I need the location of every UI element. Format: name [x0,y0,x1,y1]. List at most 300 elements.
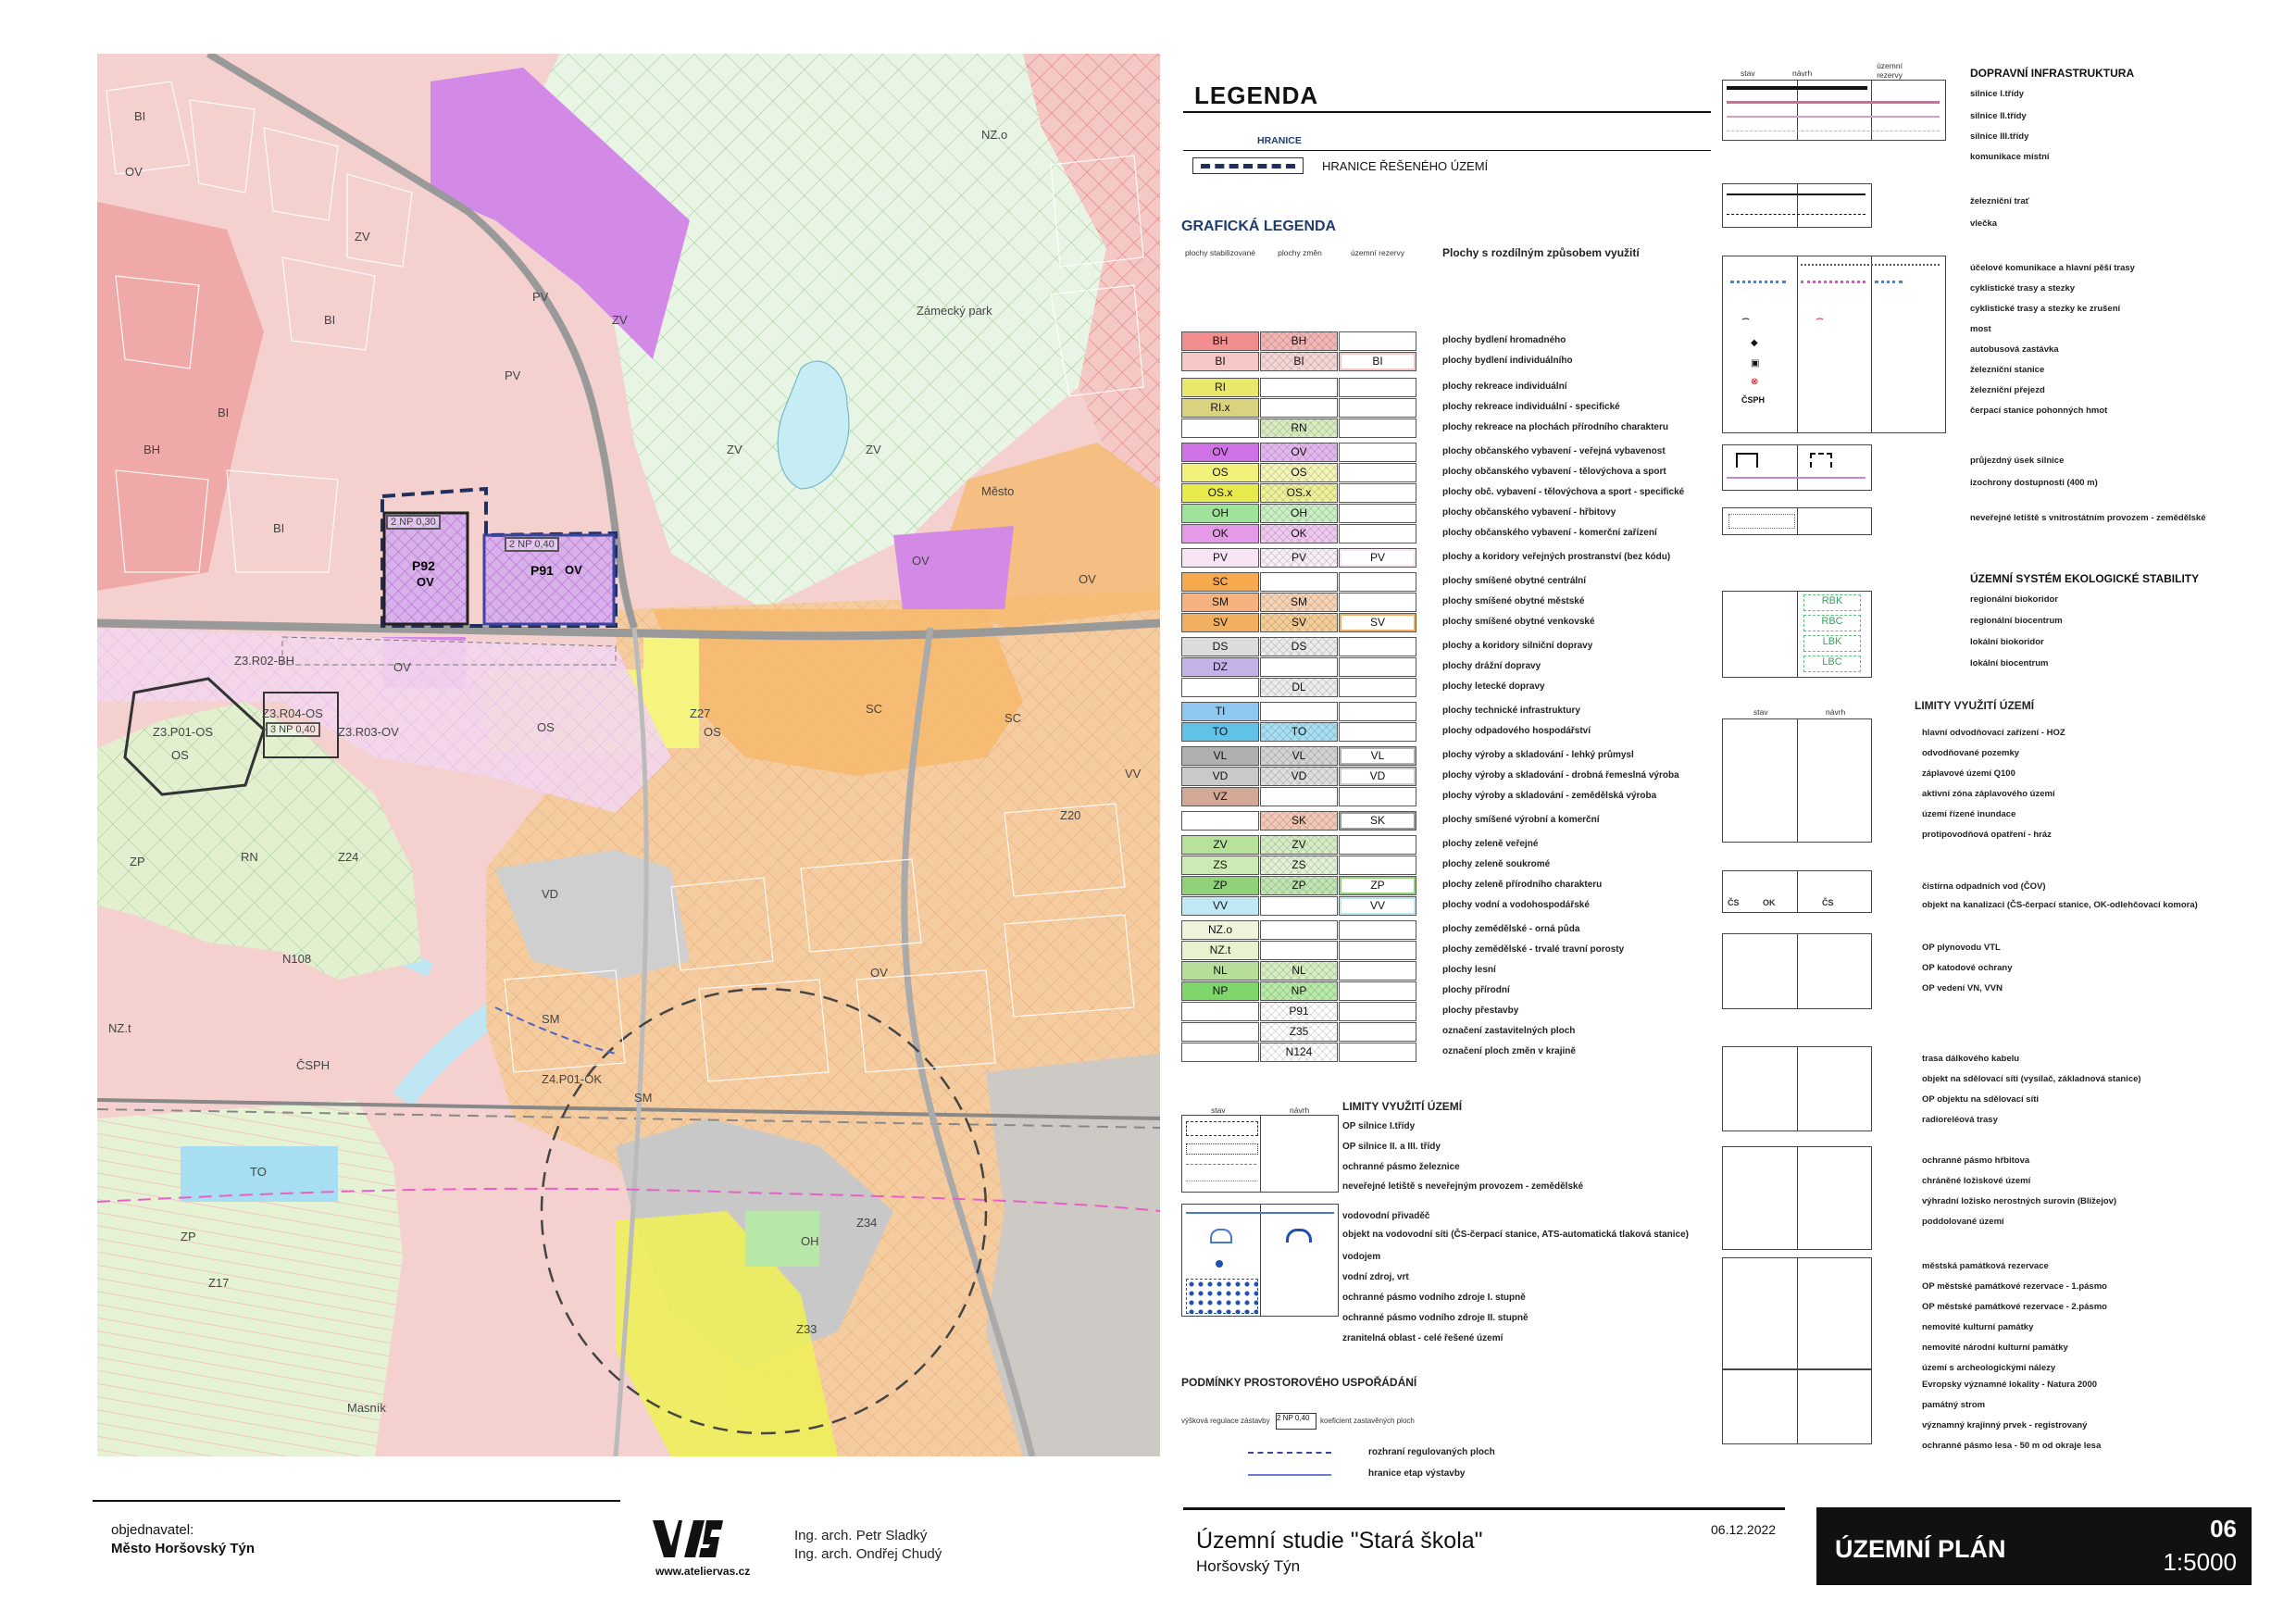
limity-right-grid [1722,1257,1872,1370]
legend-cell-c [1339,1022,1416,1042]
legend-cell-a: ZV [1181,835,1259,855]
map-canvas [97,54,1160,1456]
limity-right-item: OP vedení VN, VVN [1922,983,2003,993]
podminky-box-ratio: 0,40 [1294,1414,1310,1422]
limity-right-item: OP městské památkové rezervace - 1.pásmo [1922,1281,2107,1292]
legend-cell-a: VV [1181,896,1259,916]
legend-panel [1174,54,2266,1480]
podminky-row1-left: výšková regulace zástavby [1181,1417,1270,1425]
doprava-item: silnice II.třídy [1970,111,2027,121]
bridge-new-icon: ⌢ [1816,310,1825,325]
legend-cell-b: N124 [1260,1043,1338,1062]
legend-cell-c: VL [1339,746,1416,766]
map-label: BH [144,443,161,456]
study-date: 06.12.2022 [1711,1522,1777,1537]
limity-left-item: ochranné pásmo vodního zdroje I. stupně [1342,1293,1526,1303]
legend-cell-b: VL [1260,746,1338,766]
legend-cell-b [1260,657,1338,677]
limity-right-grid [1722,1368,1872,1444]
map-label: Z3.P01-OS [153,725,214,739]
rozhrani-sample [1248,1452,1331,1454]
legend-title: LEGENDA [1194,81,1319,109]
legend-row-label: plochy a koridory silniční dopravy [1442,641,1593,651]
legend-cell-a [1181,811,1259,831]
legend-row-label: plochy rekreace individuální - specifické [1442,402,1620,412]
map-label: Z33 [796,1322,817,1336]
legend-cell-c [1339,593,1416,612]
limity-right-grid [1722,1146,1872,1250]
legend-cell-a: ZS [1181,856,1259,875]
col-stabilized: plochy stabilizované [1184,248,1256,257]
right-col-reserve: územní rezervy [1877,61,1903,80]
legend-cell-c: PV [1339,548,1416,568]
doprava-item: cyklistické trasy a stezky [1970,283,2076,294]
map-label: Z27 [690,706,711,720]
limity-right-item: OP objektu na sdělovací síti [1922,1094,2040,1105]
legend-row-label: plochy obč. vybavení - tělovýchova a sport - specifické [1442,487,1685,497]
map-label: ZP [130,855,145,868]
map-label: BI [134,109,146,123]
legend-cell-b [1260,920,1338,940]
legend-row-label: plochy občanského vybavení - tělovýchova a sport [1442,467,1666,477]
limity-right-title: LIMITY VYUŽITÍ ÚZEMÍ [1915,699,2035,712]
train-station-icon: ▣ [1751,358,1760,369]
hranice-header: HRANICE [1257,135,1302,146]
footer-rule-mid [1183,1507,1785,1510]
map-label: ZV [866,443,881,456]
bus-stop-icon: ◆ [1751,338,1758,348]
doprava-item: autobusová zastávka [1970,344,2059,355]
plan-title: ÚZEMNÍ PLÁN [1835,1535,2006,1563]
footer [0,1500,2296,1624]
legend-cell-c [1339,524,1416,543]
legend-row-label: plochy zemědělské - trvalé travní porosty [1442,944,1625,955]
legend-cell-a: BI [1181,352,1259,371]
limity-left-item: vodovodní přivaděč [1342,1211,1430,1221]
graficka-legenda: GRAFICKÁ LEGENDA [1181,219,1337,234]
p92-regulation-box [386,515,441,530]
map-label: VD [542,887,559,901]
legend-cell-b: ZV [1260,835,1338,855]
legend-cell-b [1260,941,1338,960]
hranice-sample [1192,157,1304,174]
r04-ratio: 0,40 [295,724,316,735]
legend-row-label: plochy smíšené obytné centrální [1442,576,1587,586]
legend-row-label: plochy technické infrastruktury [1442,706,1580,716]
legend-cell-c [1339,941,1416,960]
legend-cell-b: TO [1260,722,1338,742]
legend-cell-a: VZ [1181,787,1259,806]
map-label: PV [532,290,549,304]
legend-row-label: plochy odpadového hospodářství [1442,726,1591,736]
legend-cell-c: SK [1339,811,1416,831]
col-reserves: územní rezervy [1350,248,1405,257]
map-label: OS [537,720,555,734]
map-label: NZ.o [981,128,1008,142]
map-label: Z34 [856,1216,878,1230]
doprava-item: izochrony dostupnosti (400 m) [1970,478,2098,488]
limity-left-item: zranitelná oblast - celé řešené území [1342,1333,1504,1343]
legend-cell-b: BI [1260,352,1338,371]
limity-right-col-stav: stav [1753,707,1768,717]
legend-cell-a: ZP [1181,876,1259,895]
sheet-number: 06 [2210,1515,2237,1543]
map-label: OV [912,554,930,568]
legend-cell-a: VD [1181,767,1259,786]
client-name: Město Horšovský Týn [111,1541,256,1556]
rail-grid [1722,183,1872,228]
legend-cell-a: OS.x [1181,483,1259,503]
map-label: Masník [347,1401,386,1415]
legend-cell-c [1339,443,1416,462]
cspf-label: ČSPH [1741,395,1766,405]
client-label: objednavatel: [111,1522,194,1538]
legend-cell-b: BH [1260,331,1338,351]
limity-right-grid [1722,933,1872,1009]
limity-right-item: nemovité kulturní památky [1922,1322,2034,1332]
limity-right-item: odvodňované pozemky [1922,748,2020,758]
doprava-item: železniční trať [1970,196,2030,206]
legend-cell-a [1181,1022,1259,1042]
uses-code: LBC [1803,656,1861,672]
limity-right-grid [1722,718,1872,843]
podminky-title: PODMÍNKY PROSTOROVÉHO USPOŘÁDÁNÍ [1181,1376,1417,1389]
map-label: PV [505,369,521,382]
legend-cell-a: VL [1181,746,1259,766]
legend-row-label: plochy a koridory veřejných prostranství (bez kódu) [1442,552,1671,562]
map-label: Z4.P01-OK [542,1072,603,1086]
limity-right-item: aktivní zóna záplavového území [1922,789,2055,799]
doprava-item: neveřejné letiště s vnitrostátním provozem - zemědělské [1970,513,2206,523]
legend-row-label: plochy lesní [1442,965,1496,975]
legend-cell-a: NP [1181,981,1259,1001]
map-label: OV [1079,572,1096,586]
map-label: SM [634,1091,653,1105]
legend-row-label: plochy zeleně přírodního charakteru [1442,880,1603,890]
legend-cell-c [1339,572,1416,592]
right-col-stav: stav [1741,69,1755,78]
doprava-item: železniční přejezd [1970,385,2045,395]
legend-cell-c: VD [1339,767,1416,786]
legend-row-label: plochy zeleně veřejné [1442,839,1539,849]
map-label: OV [393,660,411,674]
legend-row-label: plochy smíšené obytné venkovské [1442,617,1595,627]
legend-cell-a: DS [1181,637,1259,656]
p91-ratio: 0,40 [534,539,555,550]
legend-cell-b [1260,787,1338,806]
legend-cell-c [1339,418,1416,438]
map-label: BI [273,521,285,535]
crossing-icon: ⊗ [1751,377,1759,387]
doprava-roads-grid [1722,80,1946,141]
legend-cell-c [1339,678,1416,697]
legend-row-label: plochy bydlení hromadného [1442,335,1566,345]
map-label: SM [542,1012,560,1026]
legend-cell-a: OV [1181,443,1259,462]
limity-right-grid [1722,1046,1872,1131]
map-label: ZV [727,443,742,456]
legend-row-label: plochy drážní dopravy [1442,661,1541,671]
map-label: ČSPH [296,1058,331,1072]
map-label: ZV [355,230,370,244]
map-label: Z24 [338,850,359,864]
r04-np: 3 NP [270,724,293,735]
legend-cell-b: ZP [1260,876,1338,895]
legend-cell-c [1339,378,1416,397]
legend-cell-a: NL [1181,961,1259,981]
limity-right-item: poddolované území [1922,1217,2004,1227]
study-title: Územní studie "Stará škola" [1196,1528,1483,1554]
scale: 1:5000 [2163,1548,2237,1576]
legend-row-label: plochy rekreace individuální [1442,381,1567,392]
legend-row-label: plochy přestavby [1442,1006,1519,1016]
limity-left-item: neveřejné letiště s neveřejným provozem - zemědělské [1342,1181,1584,1192]
uses-code: RBC [1803,615,1861,631]
legend-cell-c [1339,1043,1416,1062]
map-label: Z17 [208,1276,230,1290]
doprava-item: železniční stanice [1970,365,2045,375]
limity-right-item: významný krajinný prvek - registrovaný [1922,1420,2088,1430]
map-label: Město [981,484,1015,498]
legend-cell-b [1260,896,1338,916]
legend-cell-c [1339,463,1416,482]
limity-right-item: ochranné pásmo hřbitova [1922,1156,2030,1166]
map-label: OV [125,165,143,179]
legend-cell-c [1339,398,1416,418]
legend-cell-b [1260,378,1338,397]
legend-cell-c: VV [1339,896,1416,916]
doprava-title: DOPRAVNÍ INFRASTRUKTURA [1970,67,2135,80]
cov-label: OK [1763,898,1776,907]
podminky-item-1: hranice etap výstavby [1368,1468,1466,1479]
legend-row-label: plochy výroby a skladování - lehký průmysl [1442,750,1634,760]
legend-cell-a: RI.x [1181,398,1259,418]
legend-cell-b [1260,398,1338,418]
plochy-header: Plochy s rozdílným způsobem využití [1442,246,1640,259]
doprava-item: účelové komunikace a hlavní pěší trasy [1970,263,2135,273]
limity-right-item: záplavové území Q100 [1922,768,2015,779]
legend-cell-c: ZP [1339,876,1416,895]
map-label: OS [704,725,721,739]
map-label: VV [1125,767,1142,781]
podminky-box-np: 2 NP [1277,1414,1293,1422]
doprava-misc-grid [1722,256,1946,433]
limity-left-item: OP silnice I.třídy [1342,1121,1416,1131]
legend-row-label: plochy letecké dopravy [1442,681,1545,692]
legend-cell-c [1339,657,1416,677]
right-col-navrh: návrh [1792,69,1813,78]
limity-right-item: OP katodové ochrany [1922,963,2013,973]
legend-cell-a: OS [1181,463,1259,482]
legend-row-label: plochy zemědělské - orná půda [1442,924,1580,934]
legend-cell-a: PV [1181,548,1259,568]
legend-cell-b: OK [1260,524,1338,543]
legend-row-label: plochy přírodní [1442,985,1510,995]
architect-1: Ing. arch. Petr Sladký [794,1528,928,1543]
map-label: BI [218,406,230,419]
legend-cell-b [1260,572,1338,592]
legend-cell-a: NZ.o [1181,920,1259,940]
uses-item: lokální biokoridor [1970,637,2044,647]
vas-logo-icon [651,1518,725,1559]
legend-row-label: plochy výroby a skladování - zemědělská výroba [1442,791,1657,801]
map-label: SC [866,702,883,716]
legend-cell-b: NP [1260,981,1338,1001]
limity-right-item: nemovité národní kulturní památky [1922,1343,2068,1353]
limity-right-item: trasa dálkového kabelu [1922,1054,2020,1064]
legend-cell-b: RN [1260,418,1338,438]
legend-cell-b: SV [1260,613,1338,632]
limity-right-item: Evropsky významné lokality - Natura 2000 [1922,1380,2098,1390]
doprava-item: vlečka [1970,219,1998,229]
doprava-item: silnice I.třídy [1970,89,2025,99]
legend-cell-c [1339,483,1416,503]
legend-row-label: plochy výroby a skladování - drobná řemeslná výroba [1442,770,1679,781]
limity-left-title: LIMITY VYUŽITÍ ÚZEMÍ [1342,1100,1463,1113]
legend-cell-b: DL [1260,678,1338,697]
legend-row-label: plochy občanského vybavení - komerční zařízení [1442,528,1657,538]
legend-cell-c [1339,856,1416,875]
legend-row-label: plochy vodní a vodohospodářské [1442,900,1590,910]
limity-left-item: vodojem [1342,1252,1381,1262]
limity-right-item: městská památková rezervace [1922,1261,2049,1271]
limity-right-item: ochranné pásmo lesa - 50 m od okraje lesa [1922,1441,2102,1451]
map-label: TO [250,1165,267,1179]
p91-label: P91 [530,563,554,578]
limity-left-item: ochranné pásmo železnice [1342,1162,1460,1172]
etapy-sample [1248,1474,1331,1476]
legend-cell-a: SC [1181,572,1259,592]
transit-grid [1722,444,1872,491]
limity-right-grid [1722,870,1872,913]
doprava-item: cyklistické trasy a stezky ke zrušení [1970,304,2121,314]
legend-cell-c [1339,722,1416,742]
r04-regulation-box [266,722,320,737]
map-label: BI [324,313,336,327]
legend-row-label: označení ploch změn v krajině [1442,1046,1576,1056]
legend-cell-b: PV [1260,548,1338,568]
study-town: Horšovský Týn [1196,1557,1301,1575]
legend-cell-c: BI [1339,352,1416,371]
hranice-rule [1183,150,1711,151]
legend-cell-c [1339,920,1416,940]
legend-cell-b [1260,702,1338,721]
architect-2: Ing. arch. Ondřej Chudý [794,1546,942,1562]
legend-cell-c [1339,1002,1416,1021]
legend-cell-c [1339,702,1416,721]
legend-cell-a: SV [1181,613,1259,632]
cov-label: ČS [1822,898,1834,907]
p91-regulation-box [505,537,559,552]
legend-cell-c [1339,981,1416,1001]
uses-code: LBK [1803,635,1861,652]
limity-right-item: území s archeologickými nálezy [1922,1363,2056,1373]
bridge-icon: ⌢ [1741,310,1751,325]
legend-cell-b: OS.x [1260,483,1338,503]
legend-cell-c [1339,331,1416,351]
map-label: ZP [181,1230,196,1243]
cov-label: ČS [1728,898,1740,907]
legend-cell-b: SK [1260,811,1338,831]
land-use-map [97,54,1160,1456]
legend-cell-a: TI [1181,702,1259,721]
legend-cell-a [1181,418,1259,438]
legend-cell-b: VD [1260,767,1338,786]
p92-use: OV [417,575,434,589]
limity-right-item: OP plynovodu VTL [1922,943,2001,953]
map-label: Z3.R04-OS [262,706,323,720]
map-label: OV [870,966,888,980]
map-label: RN [241,850,258,864]
podminky-row1-right: koeficient zastavěných ploch [1320,1417,1415,1425]
p92-ratio: 0,30 [416,517,436,528]
legend-cell-a: OK [1181,524,1259,543]
doprava-item: most [1970,324,1991,334]
airstrip-grid [1722,507,1872,535]
map-label: OH [801,1234,819,1248]
uses-title: ÚZEMNÍ SYSTÉM EKOLOGICKÉ STABILITY [1970,572,2200,585]
legend-row-label: plochy smíšené obytné městské [1442,596,1585,606]
limity-left-col-navrh: návrh [1290,1106,1310,1115]
legend-cell-c [1339,637,1416,656]
legend-row-label: plochy smíšené výrobní a komerční [1442,815,1600,825]
legend-cell-c [1339,835,1416,855]
legend-cell-a: NZ.t [1181,941,1259,960]
limity-left-item: objekt na vodovodní síti (ČS-čerpací stanice, ATS-automatická tlaková stanice) [1342,1230,1689,1240]
uses-item: regionální biokoridor [1970,594,2059,605]
limity-left-grid-a [1181,1115,1339,1193]
p92-np: 2 NP [391,517,414,528]
website-link[interactable]: www.ateliervas.cz [655,1565,751,1578]
p92-label: P92 [412,558,435,573]
p91-np: 2 NP [509,539,532,550]
limity-left-item: ochranné pásmo vodního zdroje II. stupně [1342,1313,1529,1323]
doprava-item: průjezdný úsek silnice [1970,456,2065,466]
podminky-box [1276,1413,1316,1430]
hranice-item: HRANICE ŘEŠENÉHO ÚZEMÍ [1322,159,1489,173]
legend-cell-a: BH [1181,331,1259,351]
map-label: Z3.R02-BH [234,654,295,668]
map-label: OS [171,748,189,762]
doprava-item: komunikace místní [1970,152,2050,162]
limity-right-item: protipovodňová opatření - hráz [1922,830,2052,840]
legend-cell-a [1181,678,1259,697]
legend-row-label: plochy občanského vybavení - veřejná vybavenost [1442,446,1666,456]
limity-left-item: OP silnice II. a III. třídy [1342,1142,1441,1152]
legend-cell-a [1181,1043,1259,1062]
limity-right-item: čistírna odpadních vod (ČOV) [1922,881,2046,892]
limity-right-item: hlavní odvodňovací zařízení - HOZ [1922,728,2065,738]
doprava-item: silnice III.třídy [1970,131,2029,142]
legend-cell-b: Z35 [1260,1022,1338,1042]
uses-code: RBK [1803,594,1861,611]
map-label: Z20 [1060,808,1081,822]
doprava-item: čerpací stanice pohonných hmot [1970,406,2108,416]
legend-cell-b: SM [1260,593,1338,612]
legend-row-label: plochy rekreace na plochách přírodního charakteru [1442,422,1668,432]
legend-cell-a [1181,1002,1259,1021]
map-label: ZV [612,313,628,327]
limity-left-grid-b [1181,1204,1339,1317]
legend-cell-a: DZ [1181,657,1259,677]
legend-cell-a: OH [1181,504,1259,523]
limity-right-col-navrh: návrh [1826,707,1846,717]
limity-left-item: vodní zdroj, vrt [1342,1272,1409,1282]
legend-cell-b: DS [1260,637,1338,656]
podminky-item-0: rozhraní regulovaných ploch [1368,1447,1495,1457]
legend-row-label: plochy bydlení individuálního [1442,356,1573,366]
legend-cell-b: OH [1260,504,1338,523]
